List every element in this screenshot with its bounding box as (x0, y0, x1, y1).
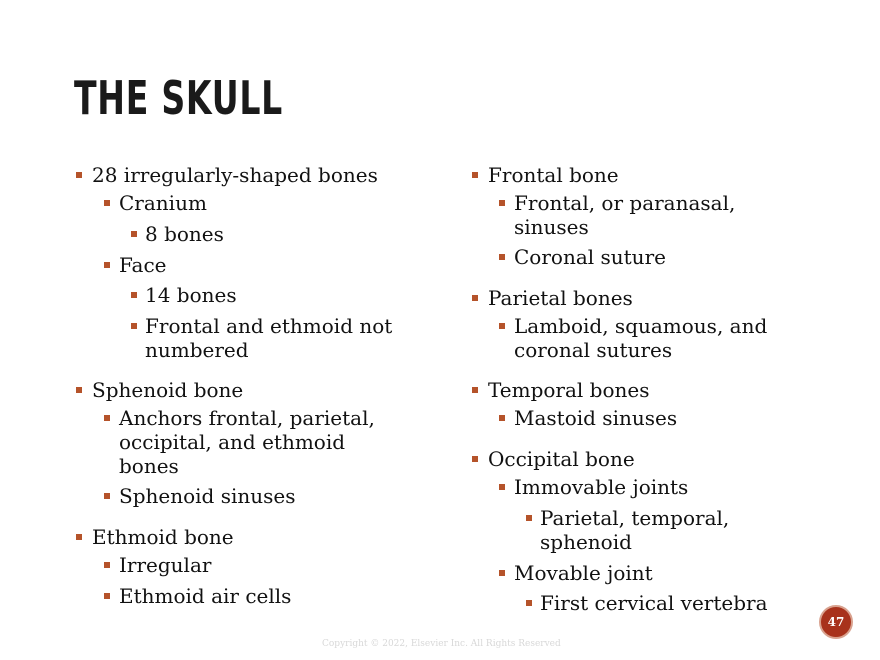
slide-title: THE SKULL (74, 71, 283, 125)
bullet-icon (499, 570, 505, 576)
list-item-text: Occipital bone (488, 447, 635, 471)
list-item (488, 163, 619, 187)
list-item (488, 447, 635, 471)
list-item-text: Sphenoid bone (92, 378, 244, 402)
list-item-text: Face (119, 253, 167, 277)
list-item (145, 283, 237, 307)
list-item (119, 191, 207, 215)
bullet-icon (472, 456, 478, 462)
list-item (119, 584, 291, 608)
list-item (145, 222, 224, 246)
list-item (540, 506, 729, 554)
bullet-icon (499, 415, 505, 421)
bullet-icon (76, 172, 82, 178)
list-item-text: Frontal, or paranasal, sinuses (514, 191, 736, 239)
list-item-text: Irregular (119, 553, 212, 577)
page-number-badge: 47 (819, 605, 853, 639)
bullet-icon (472, 172, 478, 178)
list-item (92, 378, 243, 402)
list-item (514, 314, 767, 362)
list-item (119, 484, 295, 508)
list-item-text: First cervical vertebra (540, 591, 768, 615)
list-item (92, 163, 378, 187)
bullet-icon (131, 231, 137, 237)
bullet-icon (499, 200, 505, 206)
list-item-text: 28 irregularly-shaped bones (92, 163, 378, 187)
bullet-icon (76, 387, 82, 393)
bullet-icon (104, 262, 110, 268)
list-item (145, 314, 392, 362)
list-item (514, 475, 688, 499)
list-item-text: 8 bones (145, 222, 224, 246)
bullet-icon (131, 292, 137, 298)
list-item (119, 253, 166, 277)
bullet-icon (104, 562, 110, 568)
list-item-text: 14 bones (145, 283, 237, 307)
bullet-icon (526, 600, 532, 606)
list-item (92, 525, 234, 549)
list-item (514, 245, 666, 269)
list-item (119, 553, 211, 577)
list-item (514, 561, 653, 585)
bullet-icon (472, 295, 478, 301)
bullet-icon (131, 323, 137, 329)
bullet-icon (104, 593, 110, 599)
bullet-icon (104, 493, 110, 499)
list-item-text: Parietal bones (488, 286, 633, 310)
list-item-text: Coronal suture (514, 245, 666, 269)
bullet-icon (104, 200, 110, 206)
list-item-text: Ethmoid air cells (119, 584, 292, 608)
list-item-text: Ethmoid bone (92, 525, 234, 549)
list-item-text: Lamboid, squamous, and coronal sutures (514, 314, 768, 362)
bullet-icon (526, 515, 532, 521)
list-item-text: Sphenoid sinuses (119, 484, 296, 508)
list-item (119, 406, 375, 478)
list-item-text: Temporal bones (488, 378, 650, 402)
list-item-text: Frontal bone (488, 163, 619, 187)
list-item-text: Immovable joints (514, 475, 689, 499)
list-item (514, 406, 677, 430)
list-item-text: Anchors frontal, parietal, occipital, and ethmoid bones (119, 406, 375, 478)
bullet-icon (499, 254, 505, 260)
list-item-text: Movable joint (514, 561, 653, 585)
bullet-icon (472, 387, 478, 393)
list-item-text: Parietal, temporal, sphenoid (540, 506, 730, 554)
bullet-icon (499, 323, 505, 329)
list-item-text: Mastoid sinuses (514, 406, 678, 430)
list-item (488, 378, 650, 402)
copyright-notice: Copyright © 2022, Elsevier Inc. All Rights Reserved (322, 639, 561, 649)
list-item (514, 191, 735, 239)
list-item-text: Frontal and ethmoid not numbered (145, 314, 393, 362)
list-item-text: Cranium (119, 191, 207, 215)
bullet-icon (104, 415, 110, 421)
list-item (540, 591, 768, 615)
bullet-icon (499, 484, 505, 490)
bullet-icon (76, 534, 82, 540)
list-item (488, 286, 633, 310)
